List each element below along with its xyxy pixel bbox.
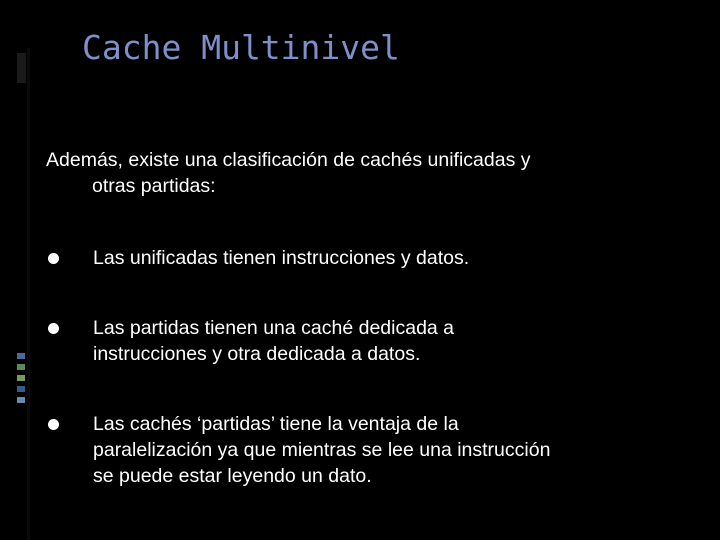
decorative-strip <box>17 375 25 381</box>
bullet-text <box>93 315 673 367</box>
intro-line-1: Además, existe una clasificación de cachés unificadas y <box>46 149 531 171</box>
decorative-vertical-line <box>27 48 30 540</box>
bullet-dot-icon <box>48 419 59 430</box>
bullet-line: Las partidas tienen una caché dedicada a <box>93 317 455 339</box>
decorative-strip <box>17 364 25 370</box>
decorative-strip <box>17 397 25 403</box>
bullet-dot-icon <box>48 253 59 264</box>
slide-title: Cache Multinivel <box>82 28 400 67</box>
bullet-dot-icon <box>48 323 59 334</box>
decorative-block <box>17 53 26 83</box>
decorative-color-strips <box>17 353 25 408</box>
intro-paragraph <box>46 147 666 199</box>
decorative-strip <box>17 386 25 392</box>
intro-line-2: otras partidas: <box>92 175 216 197</box>
bullet-line: se puede estar leyendo un dato. <box>93 465 372 487</box>
bullet-line: Las unificadas tienen instrucciones y datos. <box>93 247 470 269</box>
bullet-text <box>93 411 673 489</box>
bullet-line: Las cachés ‘partidas’ tiene la ventaja de la <box>93 413 459 435</box>
bullet-text <box>93 245 673 271</box>
bullet-line: instrucciones y otra dedicada a datos. <box>93 343 421 365</box>
bullet-line: paralelización ya que mientras se lee una instrucción <box>93 439 551 461</box>
decorative-strip <box>17 353 25 359</box>
